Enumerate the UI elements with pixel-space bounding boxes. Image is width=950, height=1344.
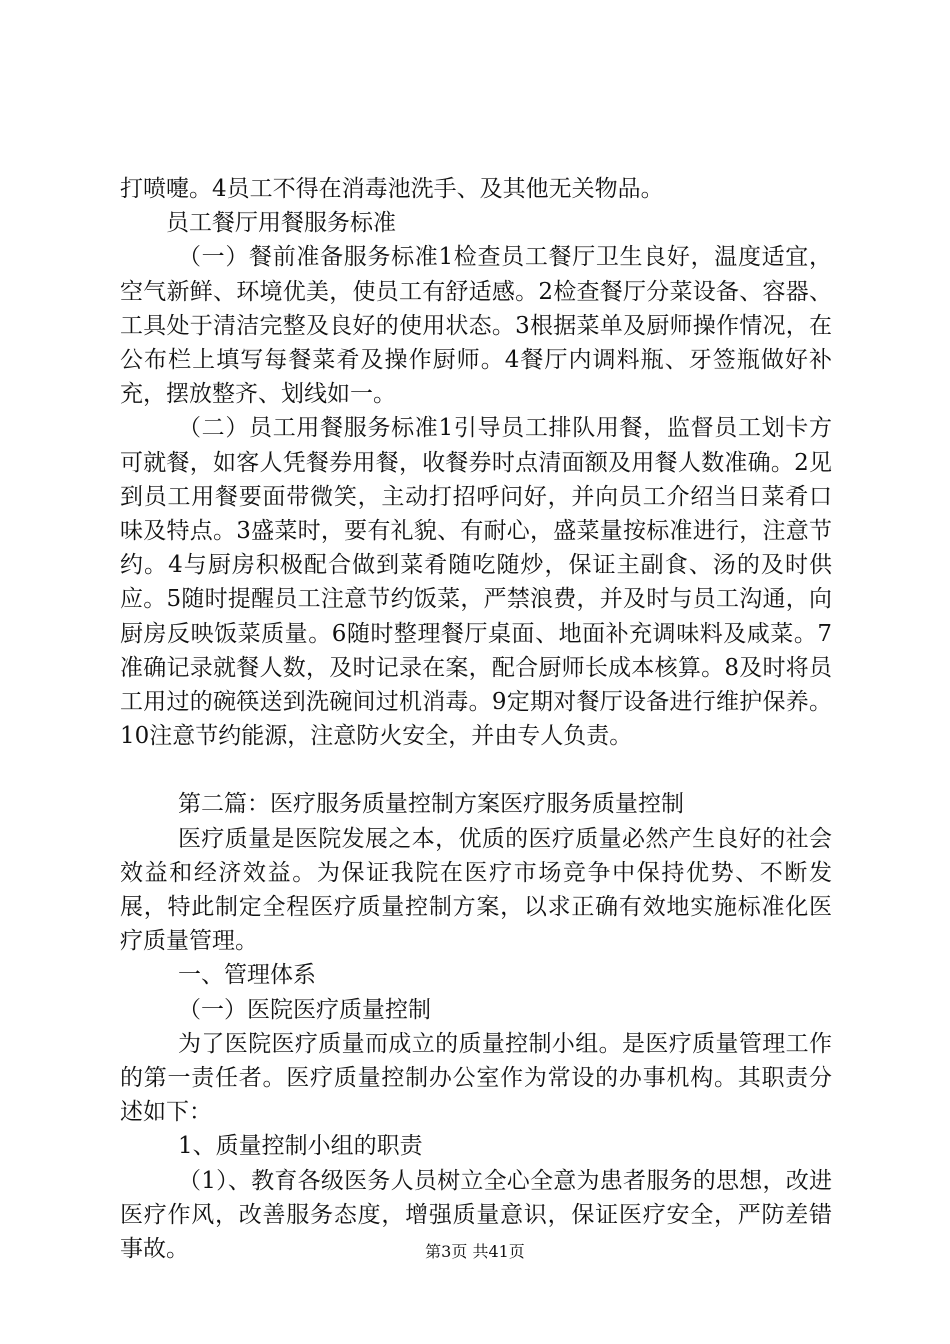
paragraph-pre-meal-standard: （一）餐前准备服务标准1检查员工餐厅卫生良好，温度适宜，空气新鲜、环境优美，使员工有舒适感。2检查餐厅分菜设备、容器、工具处于清洁完整及良好的使用状态。3根据菜单及厨师操作情况，在公布栏上填写每餐菜肴及操作厨师。4餐厅内调料瓶、牙签瓶做好补充，摆放整齐、划线如一。 [120, 244, 832, 408]
paragraph-continuation: 打喷嚏。4员工不得在消毒池洗手、及其他无关物品。 [120, 176, 664, 202]
paragraph-duty-1: （1）、教育各级医务人员树立全心全意为患者服务的思想，改进医疗作风，改善服务态度，增强质量意识，保证医疗安全，严防差错事故。 [120, 1167, 832, 1263]
paragraph-intro: 医疗质量是医院发展之本，优质的医疗质量必然产生良好的社会效益和经济效益。为保证我院在医疗市场竞争中保持优势、不断发展，特此制定全程医疗质量控制方案，以求正确有效地实施标准化医疗质量管理。 [120, 825, 832, 955]
paragraph-quality-group: 为了医院医疗质量而成立的质量控制小组。是医疗质量管理工作的第一责任者。医疗质量控制办公室作为常设的办事机构。其职责分述如下： [120, 1030, 832, 1126]
section-heading-canteen-standard: 员工餐厅用餐服务标准 [166, 210, 396, 237]
paragraph-spacer [120, 753, 832, 787]
paragraph-meal-service-standard: （二）员工用餐服务标准1引导员工排队用餐，监督员工划卡方可就餐，如客人凭餐券用餐，收餐券时点清面额及用餐人数准确。2见到员工用餐要面带微笑，主动打招呼问好，并向员工介绍当日菜肴口味及特点。3盛菜时，要有礼貌、有耐心，盛菜量按标准进行，注意节约。4与厨房积极配合做到菜肴随吃随炒，保证主副食、汤的及时供应。5随时提醒员工注意节约饭菜，严禁浪费，并及时与员工沟通，向厨房反映饭菜质量。6随时整理餐厅桌面、地面补充调味料及咸菜。7准确记录就餐人数，及时记录在案，配合厨师长成本核算。8及时将员工用过的碗筷送到洗碗间过机消毒。9定期对餐厅设备进行维护保养。10注意节约能源，注意防火安全，并由专人负责。 [120, 415, 832, 750]
page-number-footer: 第3页 共41页 [425, 1242, 525, 1261]
subsection-heading-quality-control: （一）医院医疗质量控制 [178, 996, 431, 1023]
section-heading-management-system: 一、管理体系 [178, 962, 316, 989]
document-body [120, 172, 832, 1266]
chapter-title: 第二篇：医疗服务质量控制方案医疗服务质量控制 [178, 791, 684, 818]
subsection-heading-group-duties: 1、质量控制小组的职责 [178, 1133, 423, 1160]
